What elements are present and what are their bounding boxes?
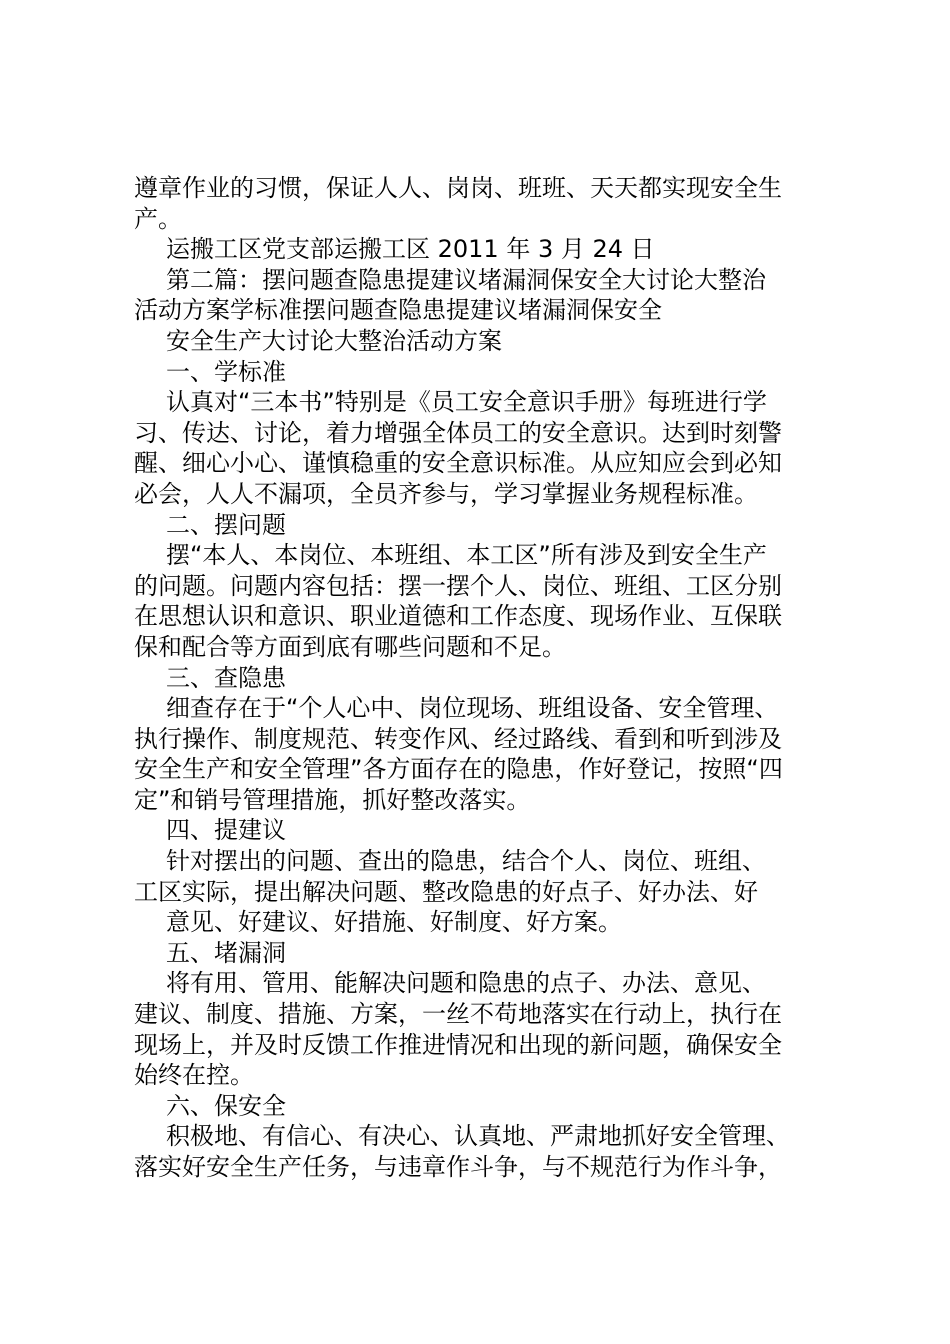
text-line: 一、学标准 <box>166 357 286 386</box>
text-line: 在思想认识和意识、职业道德和工作态度、现场作业、互保联 <box>134 602 782 631</box>
text-line: 遵章作业的习惯，保证人人、岗岗、班班、天天都实现安全生 <box>134 174 782 202</box>
text-line: 安全生产和安全管理”各方面存在的隐患，作好登记，按照“四 <box>134 755 783 784</box>
text-line: 现场上，并及时反馈工作推进情况和出现的新问题，确保安全 <box>134 1030 782 1059</box>
text-line: 安全生产大讨论大整治活动方案 <box>166 326 502 355</box>
text-line: 认真对“三本书”特别是《员工安全意识手册》每班进行学 <box>166 388 767 417</box>
text-line: 醒、细心小心、谨慎稳重的安全意识标准。从应知应会到必知 <box>134 449 782 478</box>
text-line: 第二篇：摆问题查隐患提建议堵漏洞保安全大讨论大整治 <box>166 265 766 294</box>
text-line: 活动方案学标准摆问题查隐患提建议堵漏洞保安全 <box>134 296 662 325</box>
text-line: 定”和销号管理措施，抓好整改落实。 <box>134 785 531 814</box>
text-line: 四、提建议 <box>166 816 286 845</box>
text-line: 落实好安全生产任务，与违章作斗争，与不规范行为作斗争， <box>134 1153 782 1181</box>
text-line: 五、堵漏洞 <box>166 938 286 967</box>
text-line: 执行操作、制度规范、转变作风、经过路线、看到和听到涉及 <box>134 724 782 753</box>
text-line: 三、查隐患 <box>166 663 286 692</box>
text-line: 积极地、有信心、有决心、认真地、严肃地抓好安全管理、 <box>166 1122 790 1151</box>
text-line: 将有用、管用、能解决问题和隐患的点子、办法、意见、 <box>166 969 766 998</box>
document-body <box>134 173 834 1183</box>
text-line: 运搬工区党支部运搬工区 2011 年 3 月 24 日 <box>166 235 655 264</box>
text-line: 二、摆问题 <box>166 510 286 539</box>
text-line: 细查存在于“个人心中、岗位现场、班组设备、安全管理、 <box>166 694 779 723</box>
text-line: 意见、好建议、好措施、好制度、好方案。 <box>166 908 622 937</box>
text-line: 习、传达、讨论，着力增强全体员工的安全意识。达到时刻警 <box>134 418 782 447</box>
text-line: 的问题。问题内容包括：摆一摆个人、岗位、班组、工区分别 <box>134 571 782 600</box>
text-line: 始终在控。 <box>134 1061 254 1090</box>
text-line: 工区实际，提出解决问题、整改隐患的好点子、好办法、好 <box>134 877 758 906</box>
text-line: 摆“本人、本岗位、本班组、本工区”所有涉及到安全生产 <box>166 541 767 570</box>
text-line: 保和配合等方面到底有哪些问题和不足。 <box>134 632 566 661</box>
text-line: 必会，人人不漏项，全员齐参与，学习掌握业务规程标准。 <box>134 479 758 508</box>
text-line: 针对摆出的问题、查出的隐患，结合个人、岗位、班组、 <box>166 847 766 876</box>
text-line: 建议、制度、措施、方案，一丝不苟地落实在行动上，执行在 <box>134 1000 782 1029</box>
text-line: 六、保安全 <box>166 1091 286 1120</box>
text-line: 产。 <box>134 204 182 233</box>
